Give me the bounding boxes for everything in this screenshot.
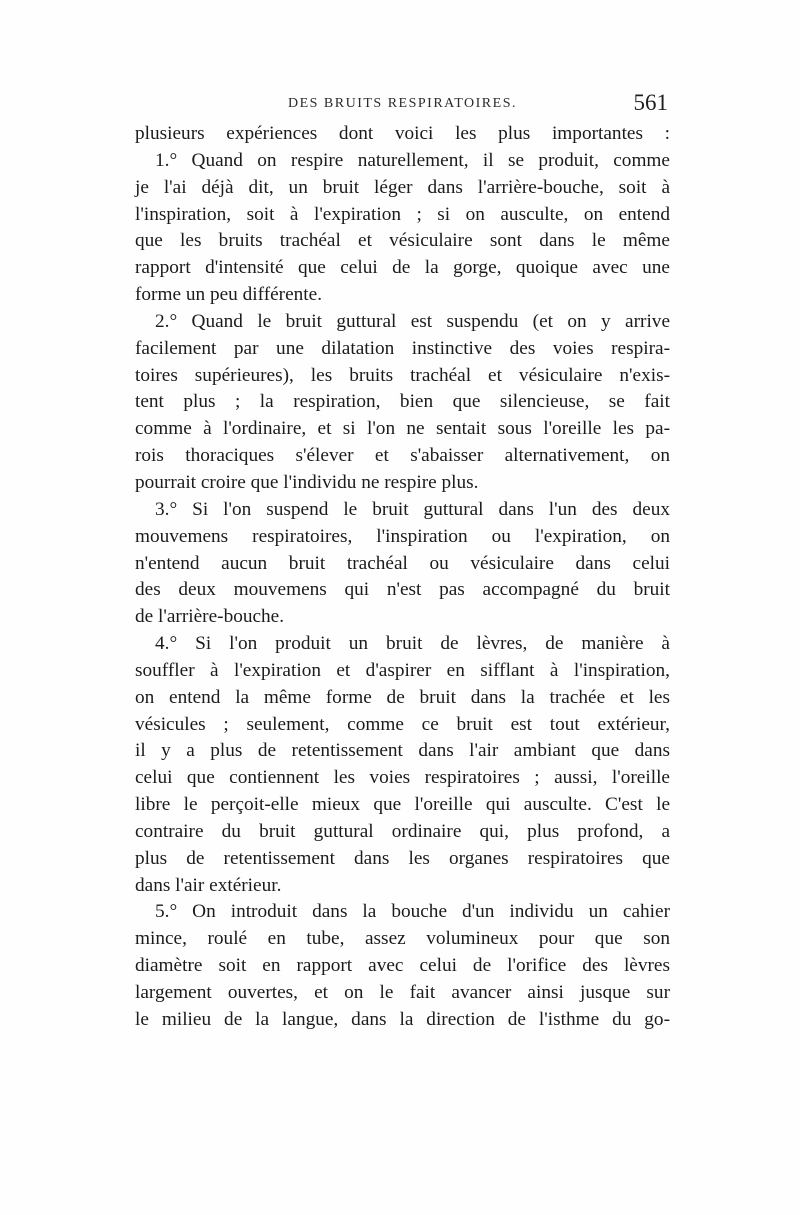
text-line: facilement par une dilatation instinctive des voies respira- xyxy=(135,337,670,359)
text-line: contraire du bruit guttural ordinaire qui, plus profond, a xyxy=(135,820,670,842)
text-line: on entend la même forme de bruit dans la trachée et les xyxy=(135,686,670,708)
text-line: toires supérieures), les bruits trachéal et vésiculaire n'exis- xyxy=(135,364,670,386)
text-line: je l'ai déjà dit, un bruit léger dans l'arrière-bouche, soit à xyxy=(135,176,670,198)
text-line: libre le perçoit-elle mieux que l'oreille qui ausculte. C'est le xyxy=(135,794,670,816)
text-line: pourrait croire que l'individu ne respire plus. xyxy=(135,471,479,493)
text-line: mince, roulé en tube, assez volumineux pour que son xyxy=(135,928,670,950)
text-line: n'entend aucun bruit trachéal ou vésiculaire dans celui xyxy=(135,552,670,574)
text-line: rois thoraciques s'élever et s'abaisser alternativement, on xyxy=(135,445,670,467)
text-line: vésicules ; seulement, comme ce bruit est tout extérieur, xyxy=(135,713,670,735)
text-line: diamètre soit en rapport avec celui de l'orifice des lèvres xyxy=(135,955,670,977)
page-header xyxy=(135,90,670,120)
text-line: tent plus ; la respiration, bien que silencieuse, se fait xyxy=(135,391,670,413)
text-line: plus de retentissement dans les organes respiratoires que xyxy=(135,847,670,869)
text-line: souffler à l'expiration et d'aspirer en sifflant à l'inspiration, xyxy=(135,659,670,681)
text-line: dans l'air extérieur. xyxy=(135,874,282,896)
text-line: 5.° On introduit dans la bouche d'un individu un cahier xyxy=(155,901,670,923)
running-title: DES BRUITS RESPIRATOIRES. xyxy=(287,96,517,111)
text-line: 3.° Si l'on suspend le bruit guttural dans l'un des deux xyxy=(155,498,670,520)
text-line: celui que contiennent les voies respiratoires ; aussi, l'oreille xyxy=(135,767,670,789)
text-line: rapport d'intensité que celui de la gorge, quoique avec une xyxy=(135,257,670,279)
text-line: 1.° Quand on respire naturellement, il se produit, comme xyxy=(155,149,670,171)
text-line: 4.° Si l'on produit un bruit de lèvres, de manière à xyxy=(155,633,670,655)
text-line: l'inspiration, soit à l'expiration ; si on ausculte, on entend xyxy=(135,203,670,225)
text-line: largement ouvertes, et on le fait avancer ainsi jusque sur xyxy=(135,982,670,1003)
page-number: 561 xyxy=(633,90,668,115)
text-line: forme un peu différente. xyxy=(135,284,323,306)
text-line: de l'arrière-bouche. xyxy=(135,606,285,628)
text-line: des deux mouvemens qui n'est pas accompagné du bruit xyxy=(135,579,670,601)
body-text xyxy=(135,121,670,1034)
text-line: mouvemens respiratoires, l'inspiration ou l'expiration, on xyxy=(135,525,670,547)
text-line: comme à l'ordinaire, et si l'on ne sentait sous l'oreille les pa- xyxy=(135,418,670,440)
text-line: plusieurs expériences dont voici les plus importantes : xyxy=(135,123,670,144)
text-line: que les bruits trachéal et vésiculaire sont dans le même xyxy=(135,230,670,252)
text-line: il y a plus de retentissement dans l'air ambiant que dans xyxy=(135,740,670,762)
text-line: le milieu de la langue, dans la direction de l'isthme du go- xyxy=(135,1008,670,1030)
text-line: 2.° Quand le bruit guttural est suspendu (et on y arrive xyxy=(155,310,670,332)
